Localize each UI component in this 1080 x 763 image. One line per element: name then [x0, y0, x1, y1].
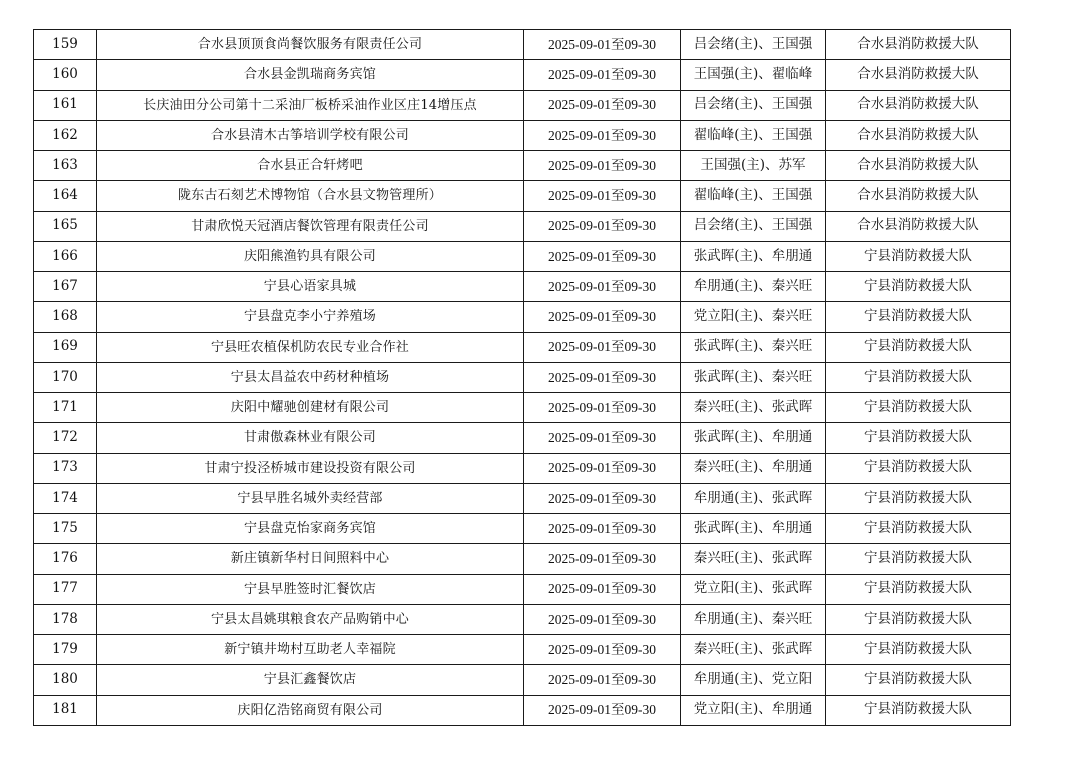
inspectors-cell: 吕会绪(主)、王国强: [681, 211, 826, 241]
row-number-cell: 159: [34, 30, 97, 60]
unit-cell: 宁县消防救援大队: [826, 514, 1011, 544]
unit-cell: 宁县消防救援大队: [826, 665, 1011, 695]
inspectors-cell: 秦兴旺(主)、张武晖: [681, 393, 826, 423]
table-row: [34, 635, 1011, 665]
inspectors-cell: 牟朋通(主)、秦兴旺: [681, 272, 826, 302]
inspectors-cell: 秦兴旺(主)、张武晖: [681, 544, 826, 574]
unit-cell: 宁县消防救援大队: [826, 453, 1011, 483]
row-number-cell: 160: [34, 60, 97, 90]
unit-cell: 宁县消防救援大队: [826, 604, 1011, 634]
date-range-cell: 2025-09-01至09-30: [524, 362, 681, 392]
table-row: [34, 120, 1011, 150]
table-row: [34, 362, 1011, 392]
inspectors-cell: 牟朋通(主)、张武晖: [681, 483, 826, 513]
table-row: [34, 544, 1011, 574]
inspectors-cell: 党立阳(主)、秦兴旺: [681, 302, 826, 332]
inspectors-cell: 吕会绪(主)、王国强: [681, 30, 826, 60]
unit-cell: 合水县消防救援大队: [826, 211, 1011, 241]
date-range-cell: 2025-09-01至09-30: [524, 211, 681, 241]
unit-cell: 合水县消防救援大队: [826, 60, 1011, 90]
table-row: [34, 453, 1011, 483]
row-number-cell: 181: [34, 695, 97, 725]
table-row: [34, 574, 1011, 604]
unit-cell: 合水县消防救援大队: [826, 151, 1011, 181]
unit-cell: 合水县消防救援大队: [826, 181, 1011, 211]
row-number-cell: 164: [34, 181, 97, 211]
table-body: [34, 30, 1011, 726]
row-number-cell: 177: [34, 574, 97, 604]
inspectors-cell: 张武晖(主)、牟朋通: [681, 241, 826, 271]
organization-cell: 庆阳中耀驰创建材有限公司: [97, 393, 524, 423]
inspectors-cell: 翟临峰(主)、王国强: [681, 120, 826, 150]
table-row: [34, 151, 1011, 181]
row-number-cell: 173: [34, 453, 97, 483]
row-number-cell: 172: [34, 423, 97, 453]
table-row: [34, 211, 1011, 241]
organization-cell: 宁县太昌益农中药材种植场: [97, 362, 524, 392]
inspectors-cell: 张武晖(主)、秦兴旺: [681, 332, 826, 362]
table-row: [34, 241, 1011, 271]
organization-cell: 甘肃宁投泾桥城市建设投资有限公司: [97, 453, 524, 483]
row-number-cell: 162: [34, 120, 97, 150]
row-number-cell: 170: [34, 362, 97, 392]
organization-cell: 合水县金凯瑞商务宾馆: [97, 60, 524, 90]
date-range-cell: 2025-09-01至09-30: [524, 635, 681, 665]
date-range-cell: 2025-09-01至09-30: [524, 120, 681, 150]
date-range-cell: 2025-09-01至09-30: [524, 302, 681, 332]
date-range-cell: 2025-09-01至09-30: [524, 423, 681, 453]
organization-cell: 宁县盘克怡家商务宾馆: [97, 514, 524, 544]
date-range-cell: 2025-09-01至09-30: [524, 514, 681, 544]
inspectors-cell: 秦兴旺(主)、张武晖: [681, 635, 826, 665]
row-number-cell: 165: [34, 211, 97, 241]
inspectors-cell: 张武晖(主)、秦兴旺: [681, 362, 826, 392]
date-range-cell: 2025-09-01至09-30: [524, 241, 681, 271]
row-number-cell: 175: [34, 514, 97, 544]
table-row: [34, 90, 1011, 120]
table-row: [34, 60, 1011, 90]
date-range-cell: 2025-09-01至09-30: [524, 393, 681, 423]
organization-cell: 宁县盘克李小宁养殖场: [97, 302, 524, 332]
date-range-cell: 2025-09-01至09-30: [524, 181, 681, 211]
organization-cell: 宁县汇鑫餐饮店: [97, 665, 524, 695]
date-range-cell: 2025-09-01至09-30: [524, 332, 681, 362]
row-number-cell: 179: [34, 635, 97, 665]
date-range-cell: 2025-09-01至09-30: [524, 453, 681, 483]
table-row: [34, 695, 1011, 725]
table-row: [34, 181, 1011, 211]
unit-cell: 宁县消防救援大队: [826, 272, 1011, 302]
unit-cell: 宁县消防救援大队: [826, 574, 1011, 604]
organization-cell: 宁县旺农植保机防农民专业合作社: [97, 332, 524, 362]
organization-cell: 甘肃傲森林业有限公司: [97, 423, 524, 453]
table-row: [34, 604, 1011, 634]
date-range-cell: 2025-09-01至09-30: [524, 90, 681, 120]
unit-cell: 宁县消防救援大队: [826, 423, 1011, 453]
organization-cell: 庆阳亿浩铭商贸有限公司: [97, 695, 524, 725]
date-range-cell: 2025-09-01至09-30: [524, 574, 681, 604]
organization-cell: 宁县早胜签时汇餐饮店: [97, 574, 524, 604]
organization-cell: 合水县清木古筝培训学校有限公司: [97, 120, 524, 150]
row-number-cell: 174: [34, 483, 97, 513]
inspection-table: [33, 29, 1011, 726]
organization-cell: 长庆油田分公司第十二采油厂板桥采油作业区庄14增压点: [97, 90, 524, 120]
organization-cell: 宁县早胜名城外卖经营部: [97, 483, 524, 513]
date-range-cell: 2025-09-01至09-30: [524, 544, 681, 574]
date-range-cell: 2025-09-01至09-30: [524, 483, 681, 513]
inspectors-cell: 张武晖(主)、牟朋通: [681, 514, 826, 544]
inspectors-cell: 牟朋通(主)、秦兴旺: [681, 604, 826, 634]
organization-cell: 甘肃欣悦天冠酒店餐饮管理有限责任公司: [97, 211, 524, 241]
unit-cell: 宁县消防救援大队: [826, 695, 1011, 725]
row-number-cell: 166: [34, 241, 97, 271]
organization-cell: 合水县正合轩烤吧: [97, 151, 524, 181]
inspectors-cell: 党立阳(主)、牟朋通: [681, 695, 826, 725]
date-range-cell: 2025-09-01至09-30: [524, 30, 681, 60]
table-row: [34, 30, 1011, 60]
row-number-cell: 163: [34, 151, 97, 181]
date-range-cell: 2025-09-01至09-30: [524, 60, 681, 90]
inspectors-cell: 吕会绪(主)、王国强: [681, 90, 826, 120]
date-range-cell: 2025-09-01至09-30: [524, 695, 681, 725]
organization-cell: 陇东古石刻艺术博物馆（合水县文物管理所）: [97, 181, 524, 211]
table-row: [34, 393, 1011, 423]
row-number-cell: 180: [34, 665, 97, 695]
date-range-cell: 2025-09-01至09-30: [524, 604, 681, 634]
table-row: [34, 423, 1011, 453]
organization-cell: 新庄镇新华村日间照料中心: [97, 544, 524, 574]
row-number-cell: 171: [34, 393, 97, 423]
organization-cell: 合水县顶顶食尚餐饮服务有限责任公司: [97, 30, 524, 60]
row-number-cell: 168: [34, 302, 97, 332]
inspectors-cell: 翟临峰(主)、王国强: [681, 181, 826, 211]
unit-cell: 宁县消防救援大队: [826, 544, 1011, 574]
row-number-cell: 176: [34, 544, 97, 574]
row-number-cell: 161: [34, 90, 97, 120]
organization-cell: 庆阳熊渔钓具有限公司: [97, 241, 524, 271]
organization-cell: 宁县心语家具城: [97, 272, 524, 302]
unit-cell: 宁县消防救援大队: [826, 635, 1011, 665]
unit-cell: 宁县消防救援大队: [826, 393, 1011, 423]
date-range-cell: 2025-09-01至09-30: [524, 151, 681, 181]
row-number-cell: 169: [34, 332, 97, 362]
row-number-cell: 167: [34, 272, 97, 302]
table-row: [34, 665, 1011, 695]
date-range-cell: 2025-09-01至09-30: [524, 272, 681, 302]
unit-cell: 宁县消防救援大队: [826, 362, 1011, 392]
unit-cell: 合水县消防救援大队: [826, 120, 1011, 150]
inspectors-cell: 王国强(主)、苏军: [681, 151, 826, 181]
organization-cell: 新宁镇井坳村互助老人幸福院: [97, 635, 524, 665]
inspectors-cell: 张武晖(主)、牟朋通: [681, 423, 826, 453]
inspectors-cell: 秦兴旺(主)、牟朋通: [681, 453, 826, 483]
table-row: [34, 514, 1011, 544]
unit-cell: 宁县消防救援大队: [826, 241, 1011, 271]
row-number-cell: 178: [34, 604, 97, 634]
inspectors-cell: 党立阳(主)、张武晖: [681, 574, 826, 604]
table-row: [34, 483, 1011, 513]
unit-cell: 合水县消防救援大队: [826, 90, 1011, 120]
inspectors-cell: 王国强(主)、翟临峰: [681, 60, 826, 90]
date-range-cell: 2025-09-01至09-30: [524, 665, 681, 695]
unit-cell: 宁县消防救援大队: [826, 332, 1011, 362]
inspectors-cell: 牟朋通(主)、党立阳: [681, 665, 826, 695]
organization-cell: 宁县太昌姚琪粮食农产品购销中心: [97, 604, 524, 634]
table-row: [34, 302, 1011, 332]
unit-cell: 宁县消防救援大队: [826, 302, 1011, 332]
table-row: [34, 332, 1011, 362]
unit-cell: 合水县消防救援大队: [826, 30, 1011, 60]
table-row: [34, 272, 1011, 302]
unit-cell: 宁县消防救援大队: [826, 483, 1011, 513]
